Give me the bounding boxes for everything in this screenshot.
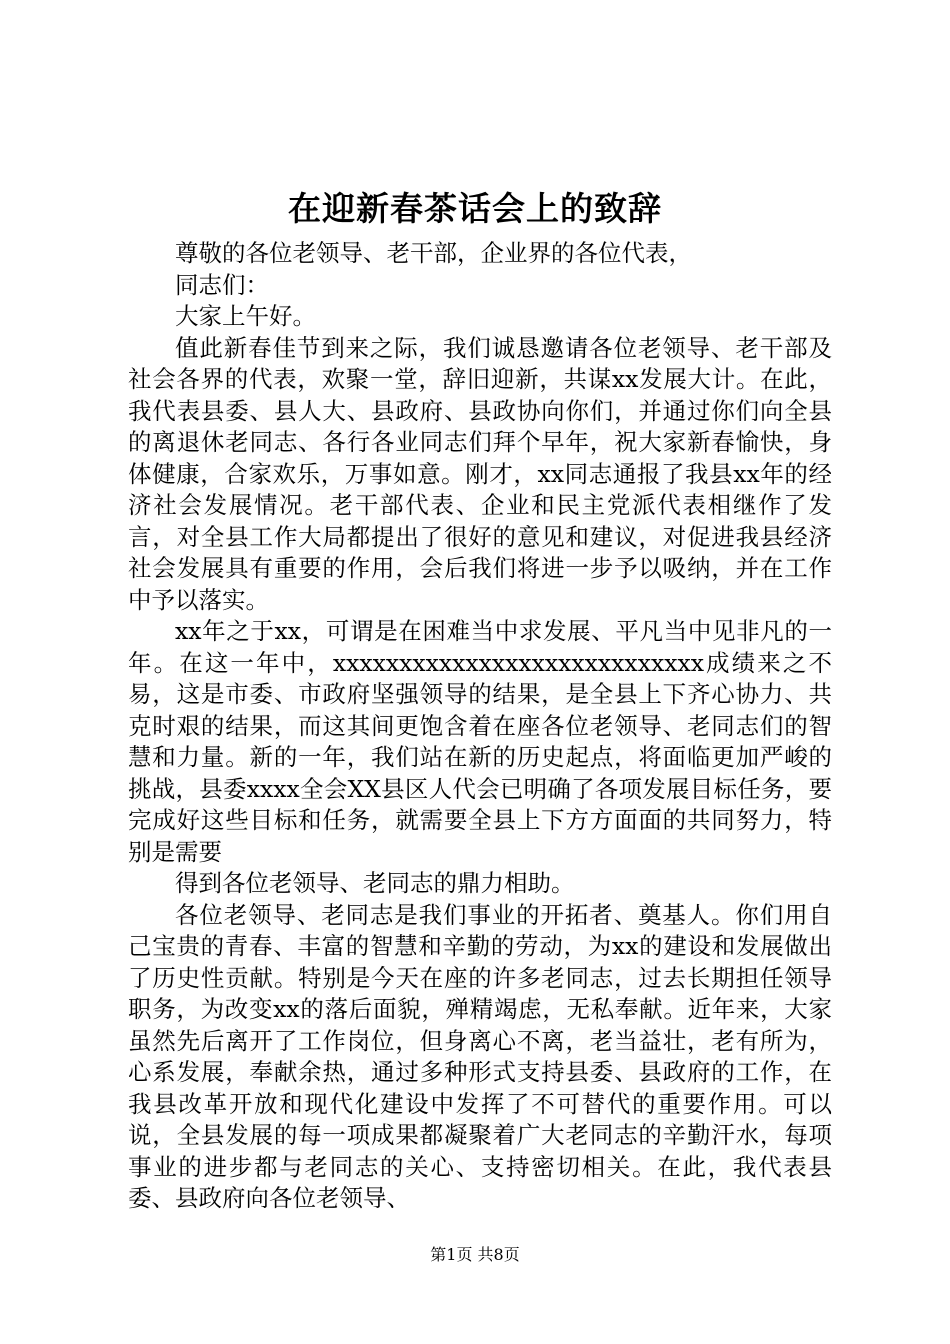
paragraph-comrades: 同志们：	[175, 270, 269, 299]
paragraph-year-review: xx年之于xx，可谓是在困难当中求发展、平凡当中见非凡的一年。在这一年中，xxxxxxxxxxxxxxxxxxxxxxxxxxxx成绩来之不易，这是市委、市政府坚强领导的结果，是全县上下齐心协力、共克时艰的结果，而这其间更饱含着在座各位老领导、老同志们的智慧和力量。新的一年，我们站在新的历史起点，将面临更加严峻的挑战，县委xxxx全会XX县区人代会已明确了各项发展目标任务，要完成好这些目标和任务，就需要全县上下方方面面的共同努力，特别是需要	[128, 617, 832, 866]
paragraph-tribute: 各位老领导、老同志是我们事业的开拓者、奠基人。你们用自己宝贵的青春、丰富的智慧和辛勤的劳动，为xx的建设和发展做出了历史性贡献。特别是今天在座的许多老同志，过去长期担任领导职务，为改变xx的落后面貌，殚精竭虑，无私奉献。近年来，大家虽然先后离开了工作岗位，但身离心不离，老当益壮，老有所为，心系发展，奉献余热，通过多种形式支持县委、县政府的工作，在我县改革开放和现代化建设中发挥了不可替代的重要作用。可以说，全县发展的每一项成果都凝聚着广大老同志的辛勤汗水，每项事业的进步都与老同志的关心、支持密切相关。在此，我代表县委、县政府向各位老领导、	[128, 900, 832, 1212]
paragraph-new-year: 值此新春佳节到来之际，我们诚恳邀请各位老领导、老干部及社会各界的代表，欢聚一堂，辞旧迎新，共谋xx发展大计。在此，我代表县委、县人大、县政府、县政协向你们，并通过你们向全县的离退休老同志、各行各业同志们拜个早年，祝大家新春愉快，身体健康，合家欢乐，万事如意。刚才，xx同志通报了我县xx年的经济社会发展情况。老干部代表、企业和民主党派代表相继作了发言，对全县工作大局都提出了很好的意见和建议，对促进我县经济社会发展具有重要的作用，会后我们将进一步予以吸纳，并在工作中予以落实。	[128, 333, 832, 614]
paragraph-greeting: 大家上午好。	[175, 302, 316, 330]
page-number: 第1页 共8页	[430, 1245, 520, 1264]
document-title: 在迎新春茶话会上的致辞	[288, 189, 662, 228]
paragraph-salutation: 尊敬的各位老领导、老干部，企业界的各位代表，	[175, 239, 692, 267]
document-body	[128, 238, 832, 1215]
paragraph-support: 得到各位老领导、老同志的鼎力相助。	[175, 869, 575, 897]
